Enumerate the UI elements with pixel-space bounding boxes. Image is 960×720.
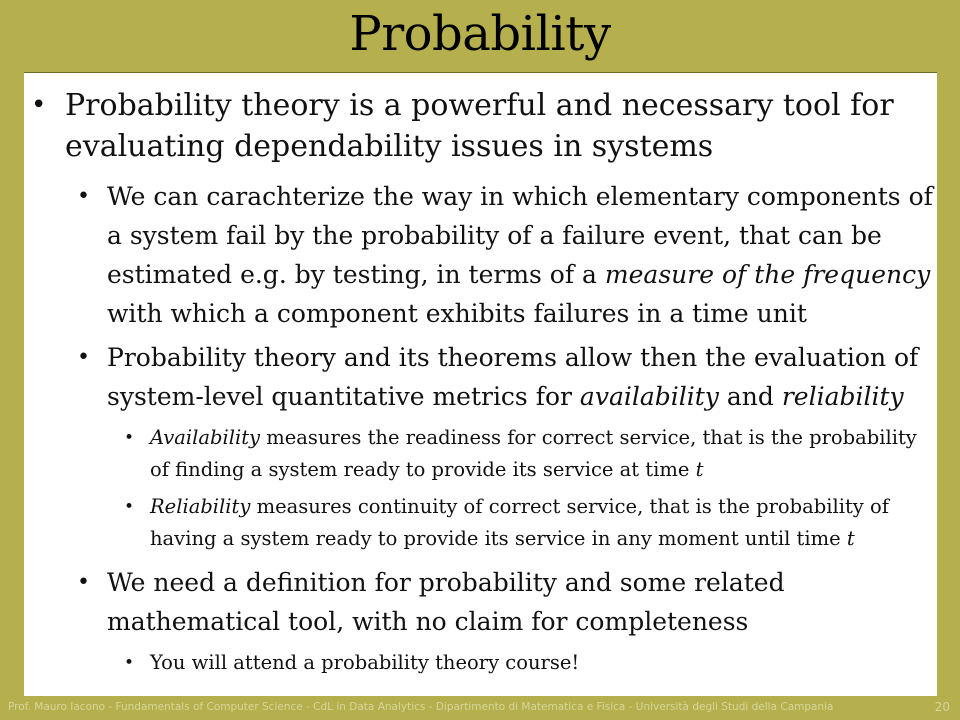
bullet-level2 [77,177,937,333]
bullet-level3 [124,647,940,679]
emphasis-text: t [695,458,704,481]
emphasis-text: Availability [150,426,261,449]
bullet-text: measures the readiness for correct service, that is the probability of finding a system ready to provide its service at time [150,426,917,481]
page-number: 20 [934,700,950,714]
emphasis-text: reliability [781,382,904,411]
bullet-text: We can carachterize the way in which elementary components of a system fail by the probability of a failure event, that can be estimated e.g. by testing, in terms of a [107,182,933,289]
bullet-dot: • [31,90,47,120]
bullet-dot: • [124,653,135,673]
bullet-level2 [77,338,937,416]
slide-content [24,72,937,696]
bullet-text: You will attend a probability theory course! [150,651,580,674]
slide-title: Probability [349,6,611,62]
bullet-text: We need a definition for probability and some related mathematical tool, with no claim for completeness [107,568,785,636]
emphasis-text: Reliability [150,495,251,518]
bullet-dot: • [77,345,90,370]
emphasis-text: t [846,527,855,550]
bullet-text: Probability theory and its theorems allow then the evaluation of system-level quantitative metrics for [107,343,919,411]
emphasis-text: measure of the frequency [604,260,931,289]
bullet-text: with which a component exhibits failures in a time unit [107,299,807,328]
bullet-dot: • [124,497,135,517]
bullet-dot: • [77,570,90,595]
bullet-dot: • [124,428,135,448]
bullet-text: Probability theory is a powerful and necessary tool for evaluating dependability issues in systems [65,88,894,164]
slide-footer: Prof. Mauro Iacono - Fundamentals of Computer Science - CdL in Data Analytics - Dipartimento di Matematica e Fisica - Università degli Studi della Campania [8,701,834,713]
bullet-level3 [124,491,940,555]
bullet-level3 [124,422,940,486]
emphasis-text: availability [579,382,719,411]
bullet-level2 [77,563,937,641]
bullet-text: measures continuity of correct service, that is the probability of having a system ready to provide its service in any moment until time [150,495,889,550]
bullet-level1 [31,85,925,167]
bullet-dot: • [77,184,90,209]
bullet-text: and [718,382,782,411]
